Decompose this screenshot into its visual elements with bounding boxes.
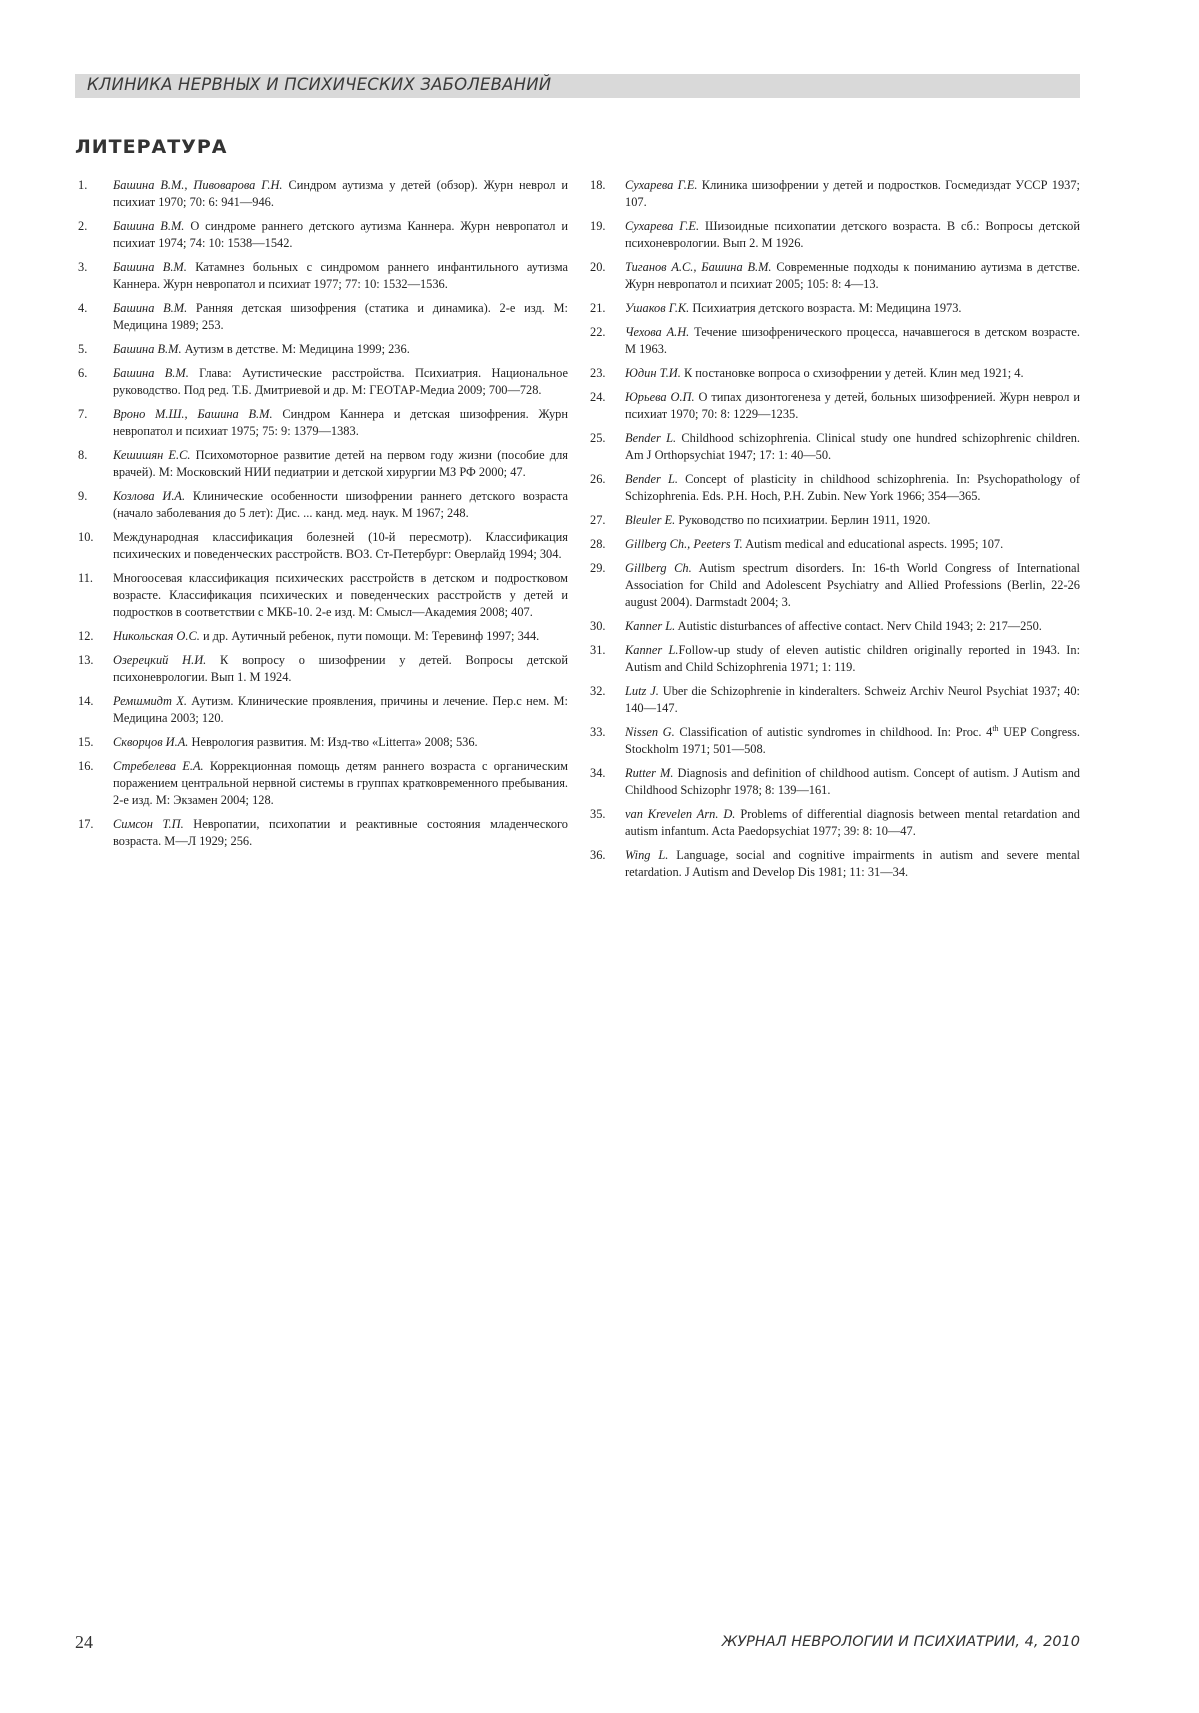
reference-number: 20. bbox=[590, 260, 606, 274]
reference-number: 27. bbox=[590, 513, 606, 527]
reference-item bbox=[78, 259, 568, 293]
running-header-title: КЛИНИКА НЕРВНЫХ И ПСИХИЧЕСКИХ ЗАБОЛЕВАНИЙ bbox=[87, 75, 552, 94]
reference-text: Невропатии, психопатии и реактивные состояния младенческого возраста. М—Л 1929; 256. bbox=[113, 817, 568, 848]
reference-text-after: UEP Congress. Stockholm 1971; 501—508. bbox=[625, 725, 1080, 756]
reference-authors: Ушаков Г.К. bbox=[625, 301, 690, 315]
reference-item bbox=[78, 529, 568, 563]
reference-text: Autism spectrum disorders. In: 16-th World Congress of International Association for Child and Adolescent Psychiatry and Allied Professions (Berlin, 22-26 august 2004). Darmstadt 2004; 3. bbox=[625, 561, 1080, 609]
reference-number: 1. bbox=[78, 178, 88, 192]
reference-text: Коррекционная помощь детям раннего возраста с органическим поражением центральной нервной системы в группах кратковременного пребывания. 2-е изд. М: Экзамен 2004; 128. bbox=[113, 759, 568, 807]
reference-number: 8. bbox=[78, 448, 88, 462]
reference-item bbox=[590, 430, 1080, 464]
reference-item bbox=[590, 471, 1080, 505]
reference-number: 28. bbox=[590, 537, 606, 551]
reference-number: 12. bbox=[78, 629, 94, 643]
reference-authors: van Krevelen Arn. D. bbox=[625, 807, 736, 821]
reference-number: 22. bbox=[590, 325, 606, 339]
reference-authors: Gillberg Ch., Peeters T. bbox=[625, 537, 743, 551]
reference-text: Uber die Schizophrenie in kinderalters. Schweiz Archiv Neurol Psychiat 1937; 40: 140—147. bbox=[625, 684, 1080, 715]
reference-number: 14. bbox=[78, 694, 94, 708]
reference-number: 32. bbox=[590, 684, 606, 698]
reference-authors: Bender L. bbox=[625, 472, 678, 486]
reference-item bbox=[590, 536, 1080, 553]
reference-text: Катамнез больных с синдромом раннего инфантильного аутизма Каннера. Журн невропатол и психиат 1977; 77: 10: 1532—1536. bbox=[113, 260, 568, 291]
reference-authors: Башина В.М. bbox=[113, 301, 188, 315]
reference-text: Клиника шизофрении у детей и подростков. Госмедиздат УССР 1937; 107. bbox=[625, 178, 1080, 209]
reference-text: О типах дизонтогенеза у детей, больных шизофренией. Журн неврол и психиат 1970; 70: 8: 1229—1235. bbox=[625, 390, 1080, 421]
reference-item bbox=[78, 693, 568, 727]
reference-text: Течение шизофренического процесса, начавшегося в детском возрасте. М 1963. bbox=[625, 325, 1080, 356]
journal-footer: ЖУРНАЛ НЕВРОЛОГИИ И ПСИХИАТРИИ, 4, 2010 bbox=[721, 1634, 1080, 1650]
reference-authors: Башина В.М. bbox=[113, 366, 189, 380]
reference-number: 30. bbox=[590, 619, 606, 633]
reference-text: Шизоидные психопатии детского возраста. В сб.: Вопросы детской психоневрологии. Вып 2. М 1926. bbox=[625, 219, 1080, 250]
reference-item bbox=[590, 847, 1080, 881]
reference-authors: Козлова И.А. bbox=[113, 489, 186, 503]
reference-text: Синдром аутизма у детей (обзор). Журн неврол и психиат 1970; 70: 6: 941—946. bbox=[113, 178, 569, 209]
reference-text: Autism medical and educational aspects. 1995; 107. bbox=[742, 537, 1004, 551]
reference-number: 31. bbox=[590, 643, 606, 657]
reference-authors: Kanner L. bbox=[625, 619, 676, 633]
reference-item bbox=[590, 177, 1080, 211]
reference-authors: Bender L. bbox=[625, 431, 677, 445]
reference-number: 9. bbox=[78, 489, 88, 503]
reference-item bbox=[590, 642, 1080, 676]
reference-authors: Башина В.М., Пивоварова Г.Н. bbox=[113, 178, 283, 192]
reference-number: 24. bbox=[590, 390, 606, 404]
reference-number: 23. bbox=[590, 366, 606, 380]
reference-text: Современные подходы к пониманию аутизма в детстве. Журн невропатол и психиат 2005; 105: 8: 4—13. bbox=[625, 260, 1080, 291]
reference-authors: Озерецкий Н.И. bbox=[113, 653, 207, 667]
reference-text: Problems of differential diagnosis between mental retardation and autism infantum. Acta Paedopsychiat 1977; 39: 8: 10—47. bbox=[625, 807, 1081, 838]
reference-text: Психиатрия детского возраста. М: Медицина 1973. bbox=[689, 301, 962, 315]
reference-text: Autistic disturbances of affective contact. Nerv Child 1943; 2: 217—250. bbox=[675, 619, 1042, 633]
reference-number: 34. bbox=[590, 766, 606, 780]
reference-item bbox=[78, 218, 568, 252]
reference-authors: Стребелева Е.А. bbox=[113, 759, 204, 773]
reference-number: 33. bbox=[590, 725, 606, 739]
reference-item bbox=[78, 447, 568, 481]
running-header bbox=[75, 74, 1080, 98]
reference-item bbox=[590, 389, 1080, 423]
reference-number: 17. bbox=[78, 817, 94, 831]
reference-item bbox=[590, 218, 1080, 252]
reference-item bbox=[78, 734, 568, 751]
reference-text: Childhood schizophrenia. Clinical study one hundred schizophrenic children. Am J Orthopsychiat 1947; 17: 1: 40—50. bbox=[625, 431, 1080, 462]
reference-text: Глава: Аутистические расстройства. Психиатрия. Национальное руководство. Под ред. Т.Б. Дмитриевой и др. М: ГЕОТАР-Медиа 2009; 700—728. bbox=[113, 366, 569, 397]
reference-text: Classification of autistic syndromes in childhood. In: Proc. 4 bbox=[674, 725, 993, 739]
section-title: ЛИТЕРАТУРА bbox=[75, 136, 228, 158]
reference-authors: Чехова А.Н. bbox=[625, 325, 690, 339]
reference-text: О синдроме раннего детского аутизма Каннера. Журн невропатол и психиат 1974; 74: 10: 1538—1542. bbox=[113, 219, 569, 250]
reference-item bbox=[78, 570, 568, 621]
reference-text: Руководство по психиатрии. Берлин 1911, 1920. bbox=[675, 513, 931, 527]
reference-number: 10. bbox=[78, 530, 94, 544]
reference-text: и др. Аутичный ребенок, пути помощи. М: Теревинф 1997; 344. bbox=[199, 629, 540, 643]
reference-item bbox=[78, 177, 568, 211]
reference-number: 16. bbox=[78, 759, 94, 773]
reference-authors: Башина В.М. bbox=[113, 219, 185, 233]
reference-item bbox=[78, 365, 568, 399]
reference-text: Diagnosis and definition of childhood autism. Concept of autism. J Autism and Childhood Schizophr 1978; 8: 139—161. bbox=[625, 766, 1080, 797]
reference-authors: Вроно М.Ш., Башина В.М. bbox=[113, 407, 273, 421]
reference-authors: Lutz J. bbox=[625, 684, 659, 698]
reference-item bbox=[590, 724, 1080, 758]
reference-authors: Башина В.М. bbox=[113, 260, 187, 274]
reference-item bbox=[590, 365, 1080, 382]
reference-number: 13. bbox=[78, 653, 94, 667]
reference-text: Клинические особенности шизофрении раннего детского возраста (начало заболевания до 5 лет): Дис. ... канд. мед. наук. М 1967; 248. bbox=[113, 489, 568, 520]
reference-number: 26. bbox=[590, 472, 606, 486]
reference-text: Аутизм в детстве. М: Медицина 1999; 236. bbox=[181, 342, 410, 356]
reference-authors: Gillberg Ch. bbox=[625, 561, 692, 575]
reference-authors: Тиганов А.С., Башина В.М. bbox=[625, 260, 772, 274]
reference-number: 35. bbox=[590, 807, 606, 821]
reference-item bbox=[78, 652, 568, 686]
reference-authors: Wing L. bbox=[625, 848, 669, 862]
reference-authors: Ремшмидт Х. bbox=[113, 694, 187, 708]
reference-item bbox=[590, 618, 1080, 635]
reference-number: 21. bbox=[590, 301, 606, 315]
reference-number: 29. bbox=[590, 561, 606, 575]
reference-superscript: th bbox=[992, 723, 999, 733]
reference-text: Аутизм. Клинические проявления, причины и лечение. Пер.с нем. М: Медицина 2003; 120. bbox=[113, 694, 568, 725]
reference-authors: Сухарева Г.Е. bbox=[625, 219, 700, 233]
reference-number: 4. bbox=[78, 301, 88, 315]
reference-authors: Башина В.М. bbox=[113, 342, 182, 356]
reference-authors: Юрьева О.П. bbox=[625, 390, 695, 404]
reference-authors: Скворцов И.А. bbox=[113, 735, 189, 749]
reference-authors: Kanner L. bbox=[625, 643, 679, 657]
reference-item bbox=[78, 816, 568, 850]
references-column-left bbox=[78, 177, 568, 857]
reference-authors: Rutter M. bbox=[625, 766, 674, 780]
reference-authors: Nissen G. bbox=[625, 725, 675, 739]
reference-number: 25. bbox=[590, 431, 606, 445]
reference-number: 11. bbox=[78, 571, 94, 585]
reference-authors: Bleuler E. bbox=[625, 513, 676, 527]
reference-text: Международная классификация болезней (10-й пересмотр). Классификация психических и поведенческих расстройств. ВОЗ. Ст-Петербург: Оверлайд 1994; 304. bbox=[113, 530, 568, 561]
reference-item bbox=[78, 341, 568, 358]
reference-text: К постановке вопроса о схизофрении у детей. Клин мед 1921; 4. bbox=[680, 366, 1024, 380]
reference-number: 3. bbox=[78, 260, 88, 274]
reference-number: 5. bbox=[78, 342, 88, 356]
reference-item bbox=[78, 300, 568, 334]
reference-number: 36. bbox=[590, 848, 606, 862]
reference-number: 6. bbox=[78, 366, 88, 380]
reference-item bbox=[78, 758, 568, 809]
reference-text: Language, social and cognitive impairments in autism and severe mental retardation. J Autism and Develop Dis 1981; 11: 31—34. bbox=[625, 848, 1080, 879]
reference-item bbox=[590, 765, 1080, 799]
reference-item bbox=[590, 259, 1080, 293]
reference-text: Психомоторное развитие детей на первом году жизни (пособие для врачей). М: Московский НИИ педиатрии и детской хирургии МЗ РФ 2000; 47. bbox=[113, 448, 568, 479]
reference-number: 19. bbox=[590, 219, 606, 233]
reference-authors: Юдин Т.И. bbox=[625, 366, 681, 380]
reference-item bbox=[590, 512, 1080, 529]
references-column-right bbox=[590, 177, 1080, 888]
reference-text: Синдром Каннера и детская шизофрения. Журн невропатол и психиат 1975; 75: 9: 1379—1383. bbox=[113, 407, 568, 438]
reference-authors: Кешишян Е.С. bbox=[113, 448, 191, 462]
reference-item bbox=[78, 628, 568, 645]
reference-item bbox=[78, 488, 568, 522]
reference-authors: Сухарева Г.Е. bbox=[625, 178, 698, 192]
reference-number: 2. bbox=[78, 219, 88, 233]
reference-number: 18. bbox=[590, 178, 606, 192]
reference-item bbox=[590, 324, 1080, 358]
reference-number: 7. bbox=[78, 407, 88, 421]
reference-item bbox=[590, 300, 1080, 317]
reference-text: Follow-up study of eleven autistic children originally reported in 1943. In: Autism and Child Schizophrenia 1971; 1: 119. bbox=[625, 643, 1081, 674]
page-number: 24 bbox=[75, 1632, 93, 1652]
reference-text: Неврология развития. М: Изд-тво «Litterra» 2008; 536. bbox=[188, 735, 478, 749]
reference-text: Ранняя детская шизофрения (статика и динамика). 2-е изд. М: Медицина 1989; 253. bbox=[113, 301, 568, 332]
reference-text: Многоосевая классификация психических расстройств в детском и подростковом возрасте. Классификация психических и поведенческих расстройств у детей и подростков в соответствии с МКБ-10. 2-е изд. М: Смысл—Академия 2008; 407. bbox=[113, 571, 568, 619]
reference-number: 15. bbox=[78, 735, 94, 749]
reference-item bbox=[78, 406, 568, 440]
reference-authors: Симсон Т.П. bbox=[113, 817, 184, 831]
reference-item bbox=[590, 806, 1080, 840]
reference-text: К вопросу о шизофрении у детей. Вопросы детской психоневрологии. Вып 1. М 1924. bbox=[113, 653, 568, 684]
reference-item bbox=[590, 683, 1080, 717]
reference-item bbox=[590, 560, 1080, 611]
reference-authors: Никольская О.С. bbox=[113, 629, 200, 643]
reference-text: Concept of plasticity in childhood schizophrenia. In: Psychopathology of Schizophrenia. Eds. P.H. Hoch, P.H. Zubin. New York 1966; 354—365. bbox=[625, 472, 1080, 503]
